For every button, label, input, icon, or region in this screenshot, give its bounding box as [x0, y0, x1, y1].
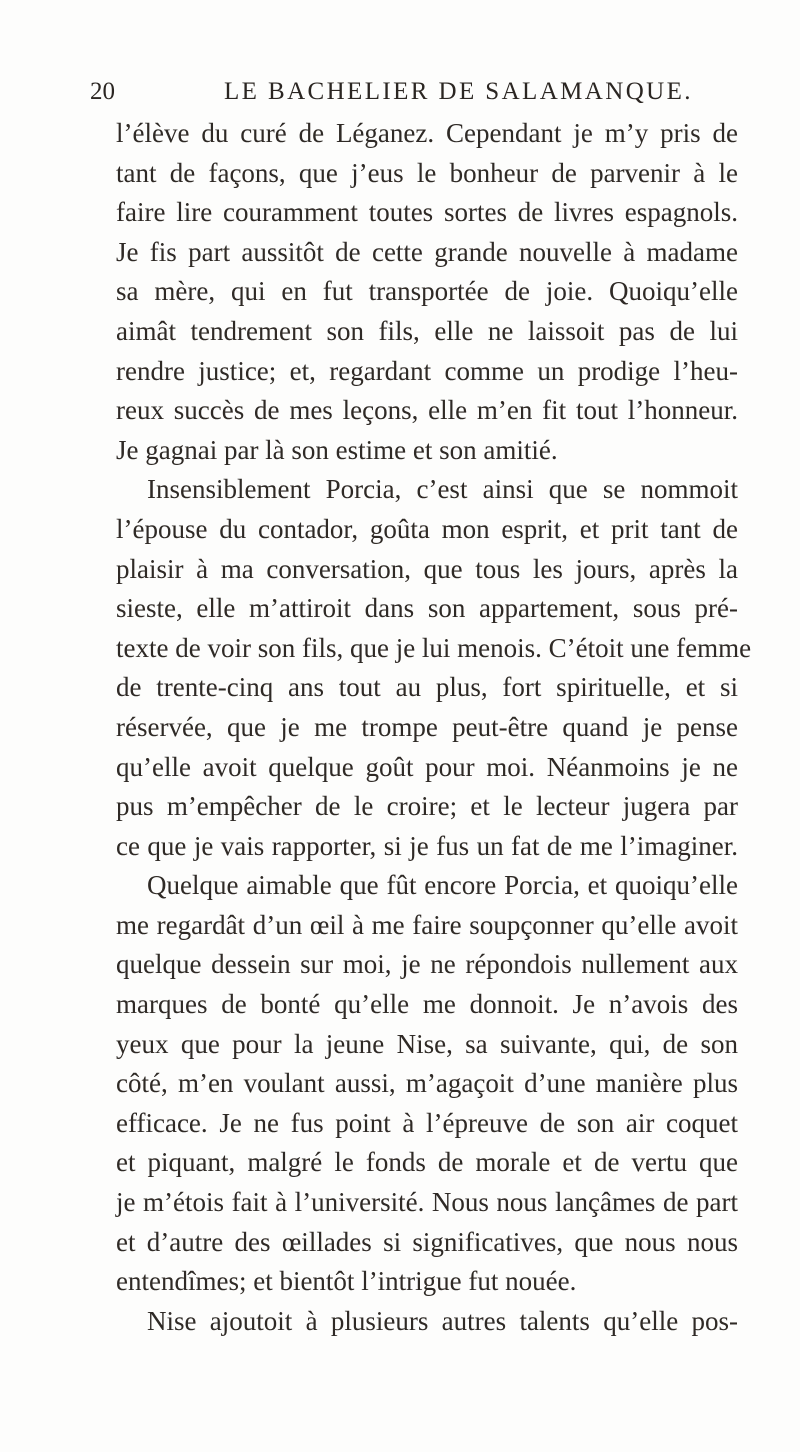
page-number: 20 [90, 78, 115, 105]
text-line: aimât tendrement son fils, elle ne laissoit pas de lui [116, 315, 738, 346]
paragraph-start-line: Nise ajoutoit à plusieurs autres talents qu’elle pos- [147, 1305, 738, 1336]
text-line: rendre justice; et, regardant comme un prodige l’heu- [116, 355, 738, 386]
text-line: marques de bonté qu’elle me donnoit. Je n’avois des [116, 989, 738, 1020]
text-line: Quelque aimable que fût encore Porcia, et quoiqu’elle [147, 870, 738, 901]
text-line: l’épouse du contador, goûta mon esprit, et prit tant de [116, 513, 738, 544]
text-line: me regardât d’un œil à me faire soupçonner qu’elle avoit [116, 909, 738, 940]
paragraph-end-line: entendîmes; et bientôt l’intrigue fut nouée. [116, 1266, 577, 1297]
paragraph-start-line: Insensiblement Porcia, c’est ainsi que se nommoit [147, 474, 738, 505]
text-line: faire lire couramment toutes sortes de livres espagnols. [116, 197, 738, 228]
text-line: de trente-cinq ans tout au plus, fort spirituelle, et si [116, 672, 738, 703]
text-line: et piquant, malgré le fonds de morale et de vertu que [116, 1147, 738, 1178]
text-line: je m’étois fait à l’université. Nous nous lançâmes de part [116, 1187, 738, 1218]
paragraph-end-line: Je gagnai par là son estime et son amitié. [116, 434, 558, 465]
running-title: LE BACHELIER DE SALAMANQUE. [224, 78, 693, 105]
text-line: sieste, elle m’attiroit dans son appartement, sous pré- [116, 593, 738, 624]
text-line: efficace. Je ne fus point à l’épreuve de son air coquet [116, 1107, 738, 1138]
text-line: et d’autre des œillades si significatives, que nous nous [116, 1226, 738, 1257]
text-line: pus m’empêcher de le croire; et le lecteur jugera par [116, 791, 738, 822]
text-line: sa mère, qui en fut transportée de joie. Quoiqu’elle [116, 276, 738, 307]
text-line: quelque dessein sur moi, je ne répondois nullement aux [116, 949, 738, 980]
text-line: reux succès de mes leçons, elle m’en fit tout l’honneur. [116, 395, 738, 426]
text-line: tant de façons, que j’eus le bonheur de parvenir à le [116, 157, 738, 188]
text-line: l’élève du curé de Léganez. Cependant je m’y pris de [116, 118, 738, 148]
text-line: yeux que pour la jeune Nise, sa suivante, qui, de son [116, 1028, 738, 1059]
page-header [90, 78, 730, 118]
text-line: réservée, que je me trompe peut-être quand je pense [116, 711, 738, 742]
text-line: côté, m’en voulant aussi, m’agaçoit d’une manière plus [116, 1068, 738, 1099]
text-line: qu’elle avoit quelque goût pour moi. Néanmoins je ne [116, 751, 738, 782]
body-text [116, 114, 752, 1341]
text-line: Je fis part aussitôt de cette grande nouvelle à madame [116, 236, 738, 267]
text-line: texte de voir son fils, que je lui menois. C’étoit une femme [116, 632, 752, 663]
text-line: plaisir à ma conversation, que tous les jours, après la [116, 553, 738, 584]
text-line: ce que je vais rapporter, si je fus un fat de me l’imaginer. [116, 830, 738, 861]
